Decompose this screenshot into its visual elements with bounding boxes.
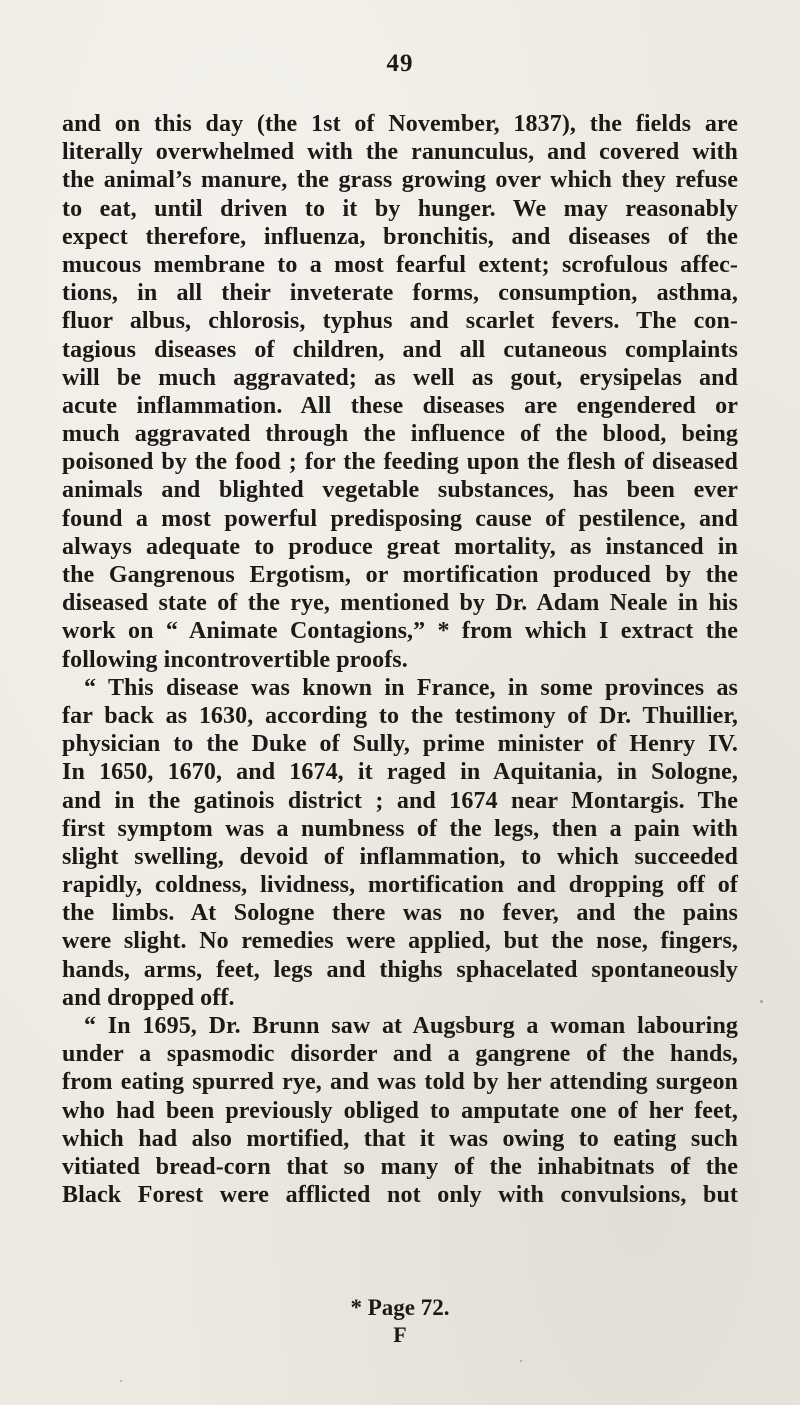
text-line: mucous membrane to a most fearful extent; scrofulous affec-: [62, 251, 738, 278]
text-line: were slight. No remedies were applied, but the nose, fingers,: [62, 928, 738, 955]
text-line: fluor albus, chlorosis, typhus and scarlet fevers. The con-: [62, 308, 738, 335]
text-line: acute inflammation. All these diseases are engendered or: [62, 392, 738, 419]
paper-speck: [520, 1360, 522, 1362]
text-line: “ This disease was known in France, in some provinces as: [84, 674, 738, 701]
text-line: from eating spurred rye, and was told by her attending surgeon: [62, 1069, 738, 1096]
text-line: and in the gatinois district ; and 1674 near Montargis. The: [62, 787, 738, 814]
text-line: literally overwhelmed with the ranunculus, and covered with: [62, 139, 738, 166]
text-line: tions, in all their inveterate forms, consumption, asthma,: [62, 280, 738, 307]
text-line: slight swelling, devoid of inflammation, to which succeeded: [62, 843, 738, 870]
text-line: and dropped off.: [62, 984, 235, 1011]
text-line: expect therefore, influenza, bronchitis, and diseases of the: [62, 223, 738, 250]
text-line: the animal’s manure, the grass growing over which they refuse: [62, 167, 738, 194]
footnote: * Page 72.: [350, 1295, 450, 1320]
text-line: the limbs. At Sologne there was no fever, and the pains: [62, 900, 738, 927]
text-line: poisoned by the food ; for the feeding upon the flesh of diseased: [62, 449, 738, 476]
text-line: animals and blighted vegetable substances, has been ever: [62, 477, 738, 504]
page-number: 49: [386, 50, 414, 77]
text-line: Black Forest were afflicted not only with convulsions, but: [62, 1182, 738, 1209]
text-line: found a most powerful predisposing cause of pestilence, and: [62, 505, 738, 532]
text-line: far back as 1630, according to the testimony of Dr. Thuillier,: [62, 702, 738, 729]
signature-mark: F: [393, 1322, 407, 1347]
text-line: and on this day (the 1st of November, 1837), the fields are: [62, 111, 738, 137]
text-line: will be much aggravated; as well as gout, erysipelas and: [62, 364, 738, 391]
body-text: [62, 110, 738, 1209]
text-line: which had also mortified, that it was owing to eating such: [62, 1125, 738, 1152]
text-line: diseased state of the rye, mentioned by Dr. Adam Neale in his: [62, 590, 738, 617]
text-line: In 1650, 1670, and 1674, it raged in Aquitania, in Sologne,: [62, 759, 738, 786]
text-line: much aggravated through the influence of the blood, being: [62, 421, 738, 448]
text-line: under a spasmodic disorder and a gangrene of the hands,: [62, 1041, 738, 1068]
text-line: who had been previously obliged to amputate one of her feet,: [62, 1097, 738, 1124]
paper-speck: [120, 1380, 122, 1382]
text-line: to eat, until driven to it by hunger. We may reasonably: [62, 195, 738, 222]
text-line: rapidly, coldness, lividness, mortification and dropping off of: [62, 872, 738, 899]
text-line: following incontrovertible proofs.: [62, 646, 408, 673]
text-line: work on “ Animate Contagions,” * from which I extract the: [62, 618, 738, 645]
text-line: hands, arms, feet, legs and thighs sphacelated spontaneously: [62, 956, 738, 983]
text-line: always adequate to produce great mortality, as instanced in: [62, 533, 738, 560]
text-line: the Gangrenous Ergotism, or mortification produced by the: [62, 562, 738, 588]
text-line: “ In 1695, Dr. Brunn saw at Augsburg a woman labouring: [84, 1013, 738, 1039]
text-line: vitiated bread-corn that so many of the inhabitnats of the: [62, 1153, 738, 1180]
paper-speck: [760, 1000, 763, 1003]
text-line: tagious diseases of children, and all cutaneous complaints: [62, 336, 738, 363]
text-line: first symptom was a numbness of the legs, then a pain with: [62, 815, 738, 842]
text-line: physician to the Duke of Sully, prime minister of Henry IV.: [62, 731, 738, 758]
